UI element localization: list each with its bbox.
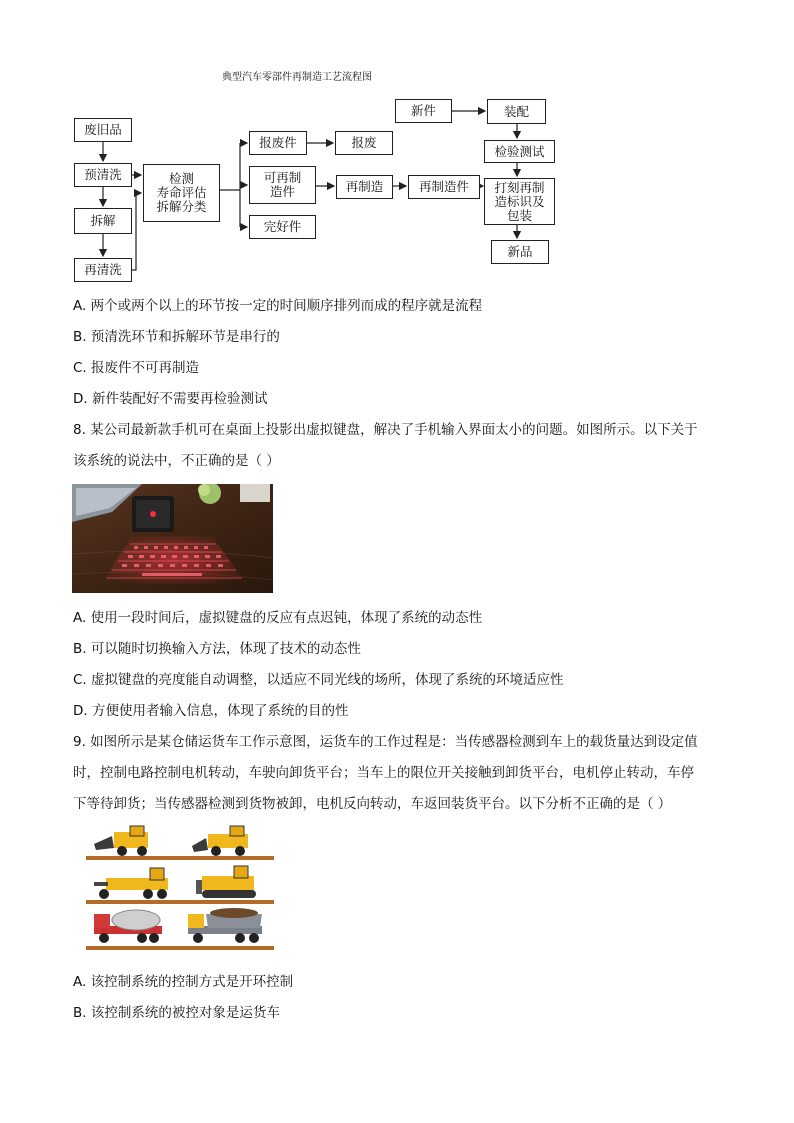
q9-option-b: B. 该控制系统的被控对象是运货车: [73, 1005, 280, 1021]
q9-stem-line2: 时，控制电路控制电机转动，车驶向卸货平台；当车上的限位开关接触到卸货平台，电机停止转动，车停: [73, 765, 694, 781]
q8-stem-line2: 该系统的说法中，不正确的是（ ）: [73, 453, 280, 469]
q9-stem-line3: 下等待卸货；当传感器检测到货物被卸，电机反向转动，车返回装货平台。以下分析不正确的是（ ）: [73, 796, 672, 812]
node-rewash: 再清洗: [74, 258, 132, 282]
q8-option-d: D. 方便使用者输入信息，体现了系统的目的性: [73, 703, 349, 719]
node-prewash: 预清洗: [74, 163, 132, 187]
q7-option-b: B. 预清洗环节和拆解环节是串行的: [73, 329, 280, 345]
node-waste: 废旧品: [74, 118, 132, 142]
node-assemble: 装配: [487, 99, 546, 124]
flowchart-title: 典型汽车零部件再制造工艺流程图: [222, 72, 372, 83]
q8-stem-line1: 8. 某公司最新款手机可在桌面上投影出虚拟键盘，解决了手机输入界面太小的问题。如图所示。以下关于: [73, 422, 698, 438]
virtual-keyboard-photo: [72, 484, 273, 593]
q7-option-d: D. 新件装配好不需要再检验测试: [73, 391, 268, 407]
flowchart-connectors: [0, 0, 794, 300]
trucks-illustration: [84, 822, 276, 952]
q9-stem-line1: 9. 如图所示是某仓储运货车工作示意图，运货车的工作过程是：当传感器检测到车上的载货量达到设定值: [73, 734, 698, 750]
q8-option-c: C. 虚拟键盘的亮度能自动调整，以适应不同光线的场所，体现了系统的环境适应性: [73, 672, 564, 688]
node-reman-part: 再制造件: [408, 175, 480, 199]
node-mark-pack: 打刻再制 造标识及 包装: [484, 178, 555, 225]
node-intact: 完好件: [249, 215, 316, 239]
node-remanufacture: 再制造: [336, 175, 393, 199]
q7-option-a: A. 两个或两个以上的环节按一定的时间顺序排列而成的程序就是流程: [73, 298, 483, 314]
q8-option-b: B. 可以随时切换输入方法，体现了技术的动态性: [73, 641, 361, 657]
q9-option-a: A. 该控制系统的控制方式是开环控制: [73, 974, 294, 990]
node-disassemble: 拆解: [74, 208, 132, 234]
node-scrap: 报废: [335, 131, 393, 155]
q8-option-a: A. 使用一段时间后，虚拟键盘的反应有点迟钝，体现了系统的动态性: [73, 610, 483, 626]
q7-option-c: C. 报废件不可再制造: [73, 360, 200, 376]
node-test: 检验测试: [484, 140, 555, 163]
node-scrap-part: 报废件: [249, 131, 307, 155]
node-inspect: 检测 寿命评估 拆解分类: [143, 164, 220, 222]
node-new-product: 新品: [491, 240, 549, 264]
node-new-part: 新件: [395, 99, 452, 123]
node-reman-able: 可再制 造件: [249, 166, 316, 204]
